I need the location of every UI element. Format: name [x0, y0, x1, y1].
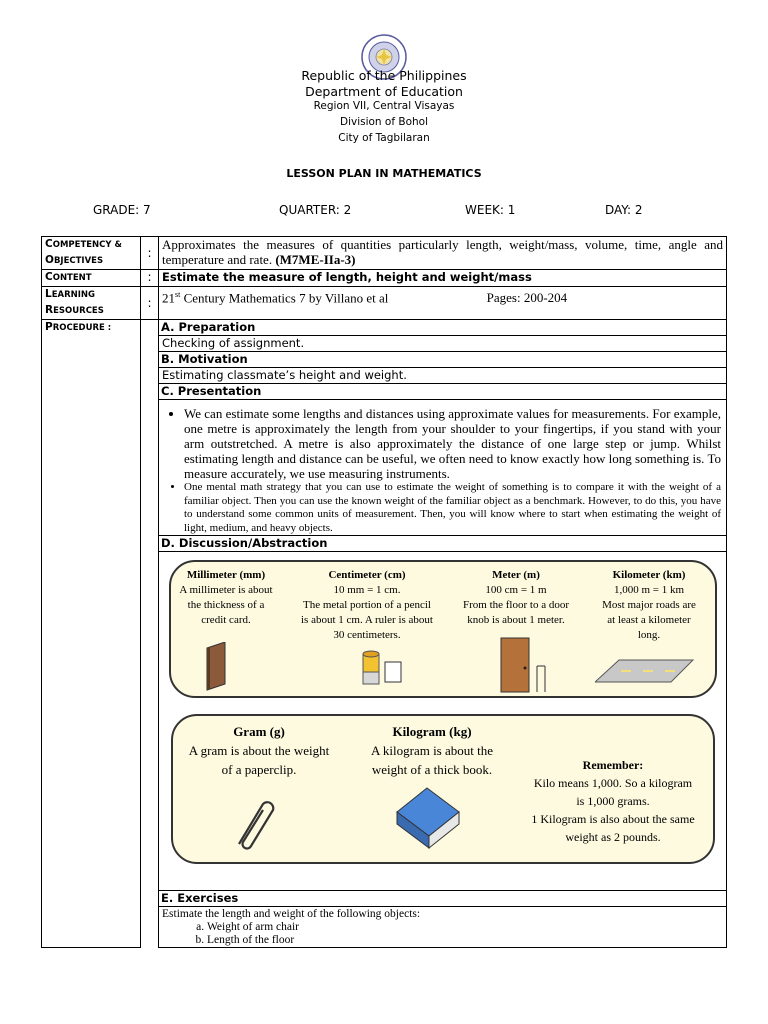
section-c-title: C. Presentation: [159, 384, 727, 400]
resources-pages: Pages: 200-204: [486, 290, 568, 306]
procedure-label: PROCEDURE :: [42, 320, 141, 948]
millimeter-unit: Millimeter (mm) A millimeter is about the thickness of a credit card.: [179, 569, 273, 626]
kilometer-unit: Kilometer (km) 1,000 m = 1 km Most major roads are at least a kilometer long.: [602, 569, 696, 641]
exercise-item: a. Weight of arm chair: [207, 921, 723, 934]
section-a-title: A. Preparation: [159, 320, 727, 336]
paperclip-icon: [229, 794, 275, 850]
book-icon: [393, 782, 463, 852]
section-c-body: [159, 400, 727, 536]
weight-units-panel: [171, 714, 715, 864]
exercise-list: [162, 921, 723, 947]
units-figure: [159, 552, 727, 891]
grade-info: GRADE: 7: [93, 203, 151, 217]
pencil-icon: [361, 650, 411, 690]
resources-text: 21st Century Mathematics 7 by Villano et al Pages: 200-204: [159, 287, 727, 320]
door-icon: [499, 636, 549, 694]
quarter-info: QUARTER: 2: [279, 203, 352, 217]
centimeter-unit: Centimeter (cm) 10 mm = 1 cm. The metal portion of a pencil is about 1 cm. A ruler is about 30 centimeters.: [301, 569, 433, 641]
resources-row: [42, 287, 727, 320]
section-a-text: Checking of assignment.: [159, 336, 727, 352]
kilogram-unit: Kilogram (kg) A kilogram is about the weight of a thick book.: [370, 724, 494, 777]
road-icon: [595, 658, 695, 686]
gram-unit: Gram (g) A gram is about the weight of a paperclip.: [188, 724, 330, 777]
header-republic: Republic of the Philippines: [301, 68, 467, 83]
competency-code: (M7ME-IIa-3): [275, 252, 356, 267]
section-e-title: E. Exercises: [159, 891, 727, 907]
exercise-item: b. Length of the floor: [207, 934, 723, 947]
section-d-title: D. Discussion/Abstraction: [159, 536, 727, 552]
day-info: DAY: 2: [605, 203, 643, 217]
content-row: [42, 270, 727, 287]
header-department: Department of Education: [305, 84, 463, 99]
competency-label: COMPETENCY & OBJECTIVES: [42, 237, 141, 270]
section-e-body: [159, 907, 727, 948]
header-division: Division of Bohol: [339, 116, 429, 128]
content-label: CONTENT: [42, 270, 141, 287]
content-text: Estimate the measure of length, height and weight/mass: [159, 270, 727, 287]
competency-row: [42, 237, 727, 270]
competency-text: Approximates the measures of quantities particularly length, weight/mass, volume, time, angle and temperature and rate. (M7ME-IIa-3): [159, 237, 727, 270]
colon: :: [141, 287, 159, 320]
procedure-a-title-row: [42, 320, 727, 336]
header-city: City of Tagbilaran: [338, 132, 430, 144]
remember-note: Remember: Kilo means 1,000. So a kilogram is 1,000 grams. 1 Kilogram is also about the same weight as 2 pounds.: [531, 758, 695, 844]
credit-card-icon: [201, 642, 231, 692]
lesson-plan-table: [41, 236, 727, 948]
section-b-text: Estimating classmate’s height and weight.: [159, 368, 727, 384]
header-region: Region VII, Central Visayas: [313, 100, 455, 112]
presentation-bullet-1: • We can estimate some lengths and distances using approximate values for measurements. For example, one metre is approximately the length from your shoulder to your fingertips, if you stand with your arm outstretched. A metre is also approximately the distance of one large step or jump. Whilst estimating length and distance can be useful, we often need to know exactly how long something is. To measure accurately, we use measuring instruments.: [184, 406, 723, 481]
presentation-bullet-2: • One mental math strategy that you can use to estimate the weight of something is to compare it with the weight of a familiar object. Then you can use the known weight of the familiar object as a benchmark. However, to do this, you have to understand some common units of measurement. Then, you will know where to start when estimating the weight of light, medium, and heavy objects.: [184, 481, 723, 535]
week-info: WEEK: 1: [465, 203, 516, 217]
length-units-panel: [169, 560, 717, 698]
page-title: LESSON PLAN IN MATHEMATICS: [286, 167, 482, 180]
exercise-intro: Estimate the length and weight of the following objects:: [162, 908, 421, 920]
colon: :: [141, 270, 159, 287]
section-b-title: B. Motivation: [159, 352, 727, 368]
colon: :: [141, 237, 159, 270]
meter-unit: Meter (m) 100 cm = 1 m From the floor to a door knob is about 1 meter.: [462, 569, 569, 626]
resources-label: LEARNING RESOURCES: [42, 287, 141, 320]
